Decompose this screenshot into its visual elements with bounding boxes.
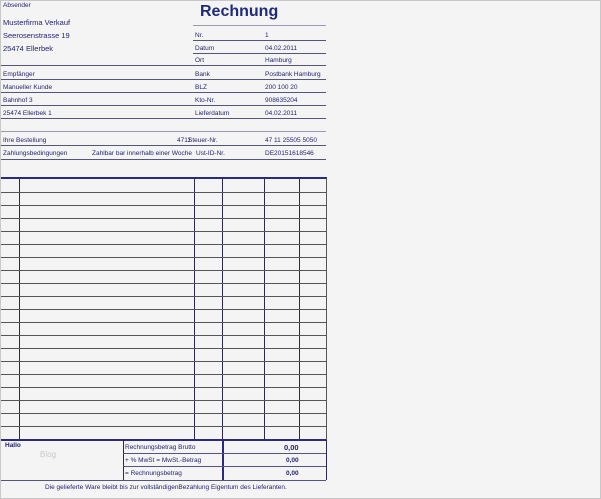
total-gross-label: Rechnungsbetrag Brutto <box>125 444 196 451</box>
meta-label-kto: Kto-Nr. <box>195 97 216 104</box>
table-row[interactable] <box>1 413 326 414</box>
order-value[interactable]: 4711 <box>177 137 191 144</box>
divider <box>1 159 326 160</box>
recipient-street[interactable]: Bahnhof 3 <box>3 97 33 104</box>
meta-value-datum[interactable]: 04.02.2011 <box>265 45 298 52</box>
table-row[interactable] <box>1 348 326 349</box>
column-divider <box>123 440 124 480</box>
order-label: Ihre Bestellung <box>3 137 47 144</box>
items-table[interactable] <box>1 177 327 440</box>
page-title: Rechnung <box>200 3 279 20</box>
divider <box>1 118 326 119</box>
divider <box>123 466 326 467</box>
total-gross-value[interactable]: 0,00 <box>284 443 299 452</box>
meta-label-datum: Datum <box>195 45 215 52</box>
table-row[interactable] <box>1 192 326 193</box>
meta-value-ort[interactable]: Hamburg <box>265 57 292 64</box>
meta-value-kto[interactable]: 908635204 <box>265 97 298 104</box>
invoice-total-label: = Rechnungsbetrag <box>125 470 182 477</box>
meta-label-ort: Ort <box>195 57 205 64</box>
meta-value-nr[interactable]: 1 <box>265 32 269 39</box>
meta-label-nr: Nr. <box>195 32 204 39</box>
divider <box>1 105 326 106</box>
table-row[interactable] <box>1 296 326 297</box>
payment-label: Zahlungsbedingungen <box>3 150 68 157</box>
table-row[interactable] <box>1 257 326 258</box>
table-row[interactable] <box>1 283 326 284</box>
vat-label: Ust-ID-Nr. <box>196 150 225 157</box>
meta-label-bank: Bank <box>195 71 210 78</box>
table-row[interactable] <box>1 426 326 427</box>
divider <box>1 65 326 66</box>
vat-amount-value[interactable]: 0,00 <box>286 457 299 464</box>
table-row[interactable] <box>1 244 326 245</box>
table-row[interactable] <box>1 400 326 401</box>
table-row[interactable] <box>1 309 326 310</box>
meta-label-blz: BLZ <box>195 84 207 91</box>
table-row[interactable] <box>1 270 326 271</box>
table-row[interactable] <box>1 322 326 323</box>
ownership-note: Die gelieferte Ware bleibt bis zur vollständigenBezahlung Eigentum des Lieferanten. <box>45 484 287 491</box>
meta-value-lieferdatum[interactable]: 04.02.2011 <box>265 110 298 117</box>
meta-value-blz[interactable]: 200 100 20 <box>265 84 298 91</box>
divider <box>1 92 326 93</box>
divider <box>1 79 326 80</box>
divider <box>193 25 326 26</box>
meta-label-lieferdatum: Lieferdatum <box>195 110 230 117</box>
sender-company[interactable]: Musterfirma Verkauf <box>3 18 71 27</box>
table-row[interactable] <box>1 387 326 388</box>
sender-street[interactable]: Seerosenstrasse 19 <box>3 31 70 40</box>
divider <box>1 480 326 481</box>
payment-value[interactable]: Zahlbar bar innerhalb einer Woche <box>92 150 192 157</box>
greeting-text: Hallo <box>5 442 21 449</box>
divider <box>1 131 326 132</box>
watermark-text: Blog <box>40 450 57 459</box>
sender-label: Absender <box>3 2 31 9</box>
table-row[interactable] <box>1 335 326 336</box>
divider <box>193 53 326 54</box>
tax-label: Steuer-Nr. <box>188 137 218 144</box>
table-row[interactable] <box>1 231 326 232</box>
recipient-label: Empfänger <box>3 71 35 78</box>
meta-value-bank[interactable]: Postbank Hamburg <box>265 71 321 78</box>
divider <box>193 40 326 41</box>
table-row[interactable] <box>1 374 326 375</box>
vat-value[interactable]: DE20151618546 <box>265 150 314 157</box>
column-divider <box>326 440 327 480</box>
recipient-city[interactable]: 25474 Ellerbek 1 <box>3 110 52 117</box>
divider <box>123 453 326 454</box>
tax-value[interactable]: 47 11 25505 5050 <box>265 137 317 144</box>
table-row[interactable] <box>1 361 326 362</box>
vat-amount-label: + % MwSt = MwSt.-Betrag <box>125 457 202 464</box>
recipient-name[interactable]: Manueller Kunde <box>3 84 53 91</box>
table-row[interactable] <box>1 218 326 219</box>
invoice-total-value[interactable]: 0,00 <box>286 470 299 477</box>
divider <box>1 145 326 146</box>
sender-city[interactable]: 25474 Ellerbek <box>3 44 54 53</box>
table-row[interactable] <box>1 205 326 206</box>
column-divider <box>222 440 224 480</box>
